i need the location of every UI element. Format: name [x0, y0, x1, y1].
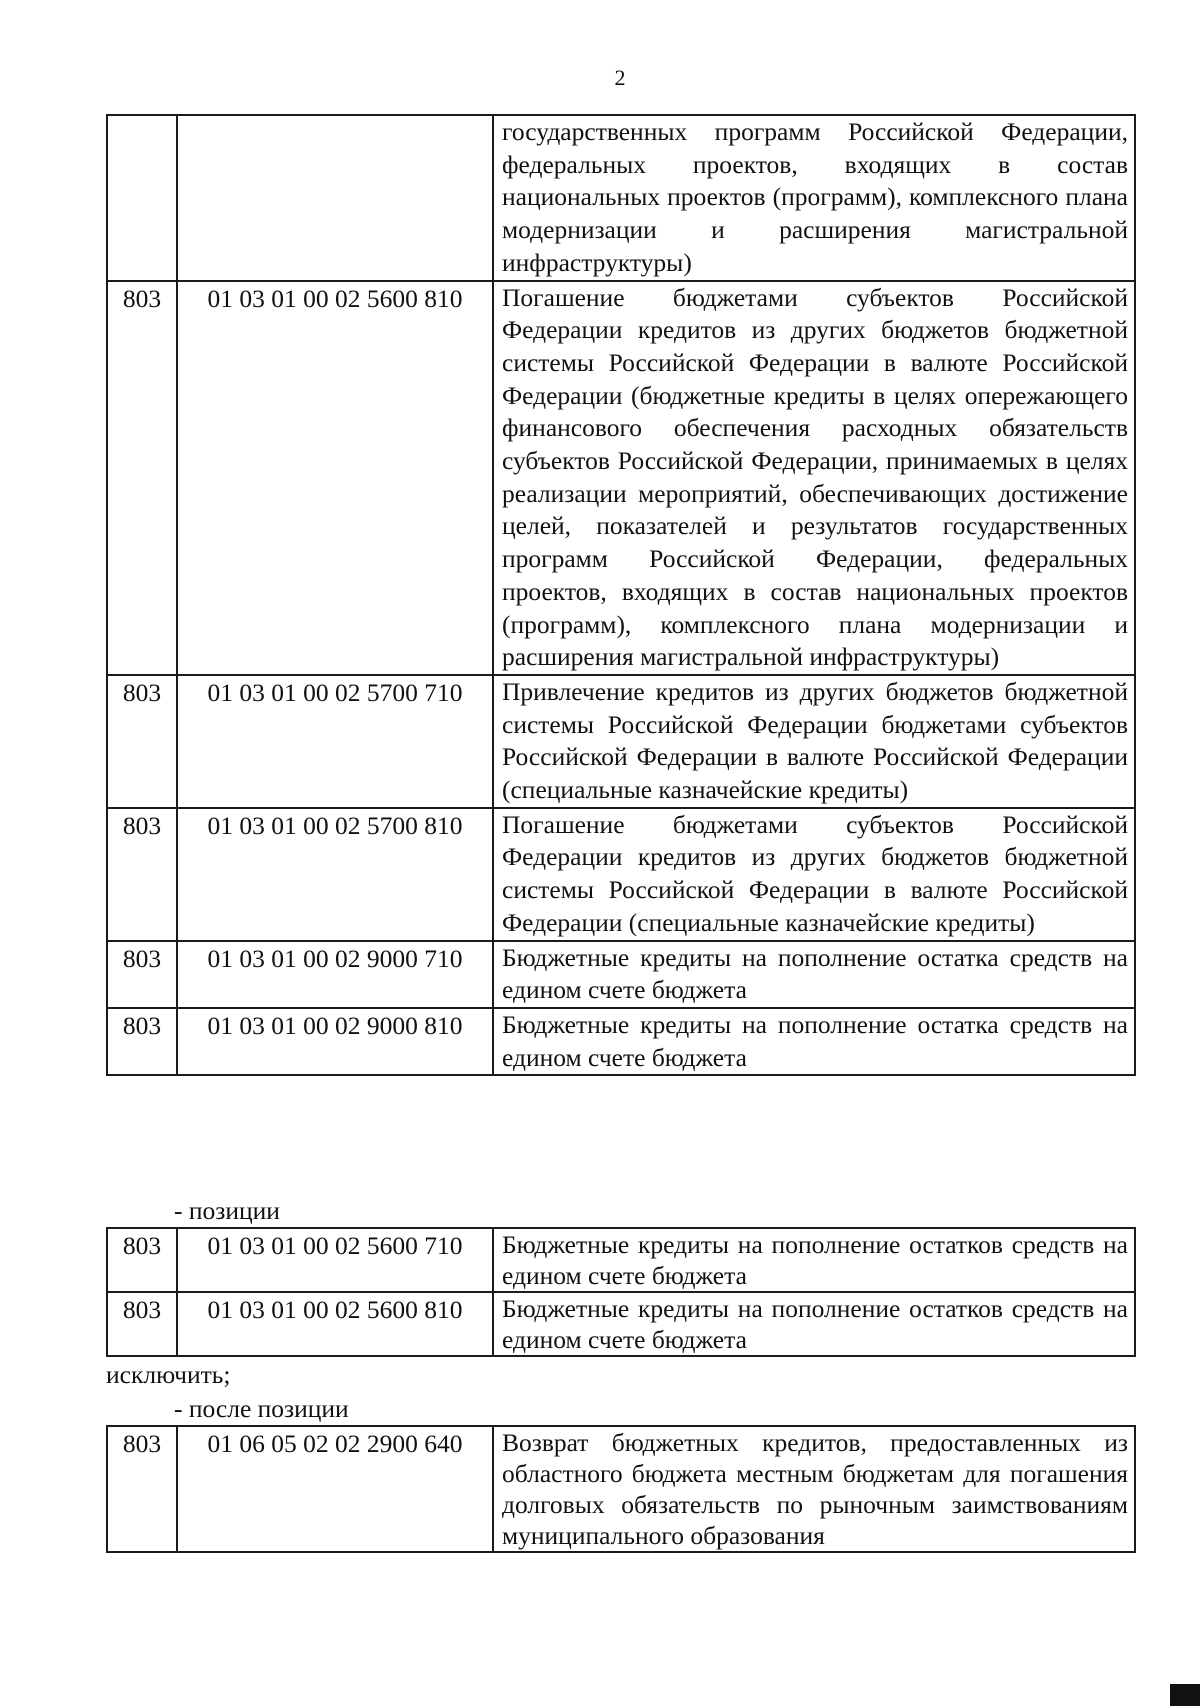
admin-code-cell: 803: [107, 808, 177, 941]
budget-code-cell: 01 03 01 00 02 5700 810: [177, 808, 493, 941]
admin-code-cell: [107, 115, 177, 281]
description-cell: Бюджетные кредиты на пополнение остатков средств на едином счете бюджета: [493, 1292, 1135, 1356]
description-cell: Бюджетные кредиты на пополнение остатков средств на едином счете бюджета: [493, 1228, 1135, 1292]
table-row: [107, 808, 1135, 941]
budget-code-cell: 01 03 01 00 02 5600 710: [177, 1228, 493, 1292]
budget-code-cell: [177, 115, 493, 281]
admin-code-cell: 803: [107, 1292, 177, 1356]
budget-code-cell: 01 03 01 00 02 5700 710: [177, 675, 493, 808]
description-cell: Бюджетные кредиты на пополнение остатка средств на едином счете бюджета: [493, 1008, 1135, 1075]
after-position-label: - после позиции: [174, 1394, 349, 1423]
budget-code-cell: 01 03 01 00 02 9000 810: [177, 1008, 493, 1075]
admin-code-cell: 803: [107, 941, 177, 1008]
page-number: 2: [614, 65, 626, 90]
description-cell: Привлечение кредитов из других бюджетов бюджетной системы Российской Федерации бюджетами субъектов Российской Федерации в валюте Российской Федерации (специальные казначейские кредиты): [493, 675, 1135, 808]
table-row: [107, 1426, 1135, 1552]
table-row: [107, 675, 1135, 808]
budget-codes-table: [106, 114, 1136, 1076]
admin-code-cell: 803: [107, 1008, 177, 1075]
positions-label: - позиции: [174, 1196, 280, 1225]
budget-code-cell: 01 03 01 00 02 5600 810: [177, 281, 493, 675]
admin-code-cell: 803: [107, 675, 177, 808]
scan-edge-mark: [1170, 1684, 1200, 1706]
table-row: [107, 1292, 1135, 1356]
admin-code-cell: 803: [107, 1426, 177, 1552]
excluded-positions-table: [106, 1227, 1136, 1357]
description-cell: Возврат бюджетных кредитов, предоставленных из областного бюджета местным бюджетам для погашения долговых обязательств по рыночным заимствованиям муниципального образования: [493, 1426, 1135, 1552]
budget-code-cell: 01 03 01 00 02 9000 710: [177, 941, 493, 1008]
description-cell: Бюджетные кредиты на пополнение остатка средств на едином счете бюджета: [493, 941, 1135, 1008]
description-cell: Погашение бюджетами субъектов Российской Федерации кредитов из других бюджетов бюджетной системы Российской Федерации в валюте Российской Федерации (специальные казначейские кредиты): [493, 808, 1135, 941]
description-cell: Погашение бюджетами субъектов Российской Федерации кредитов из других бюджетов бюджетной системы Российской Федерации в валюте Российской Федерации (бюджетные кредиты в целях опережающего финансового обеспечения расходных обязательств субъектов Российской Федерации, принимаемых в целях реализации мероприятий, обеспечивающих достижение целей, показателей и результатов государственных программ Российской Федерации, федеральных проектов, входящих в состав национальных проектов (программ), комплексного плана модернизации и расширения магистральной инфраструктуры): [493, 281, 1135, 675]
table-row: [107, 1008, 1135, 1075]
admin-code-cell: 803: [107, 1228, 177, 1292]
description-cell: государственных программ Российской Федерации, федеральных проектов, входящих в состав национальных проектов (программ), комплексного плана модернизации и расширения магистральной инфраструктуры): [493, 115, 1135, 281]
budget-code-cell: 01 03 01 00 02 5600 810: [177, 1292, 493, 1356]
table-row: [107, 281, 1135, 675]
exclude-label: исключить;: [106, 1360, 231, 1389]
budget-code-cell: 01 06 05 02 02 2900 640: [177, 1426, 493, 1552]
after-position-table: [106, 1425, 1136, 1553]
admin-code-cell: 803: [107, 281, 177, 675]
table-row: [107, 115, 1135, 281]
table-row: [107, 941, 1135, 1008]
table-row: [107, 1228, 1135, 1292]
